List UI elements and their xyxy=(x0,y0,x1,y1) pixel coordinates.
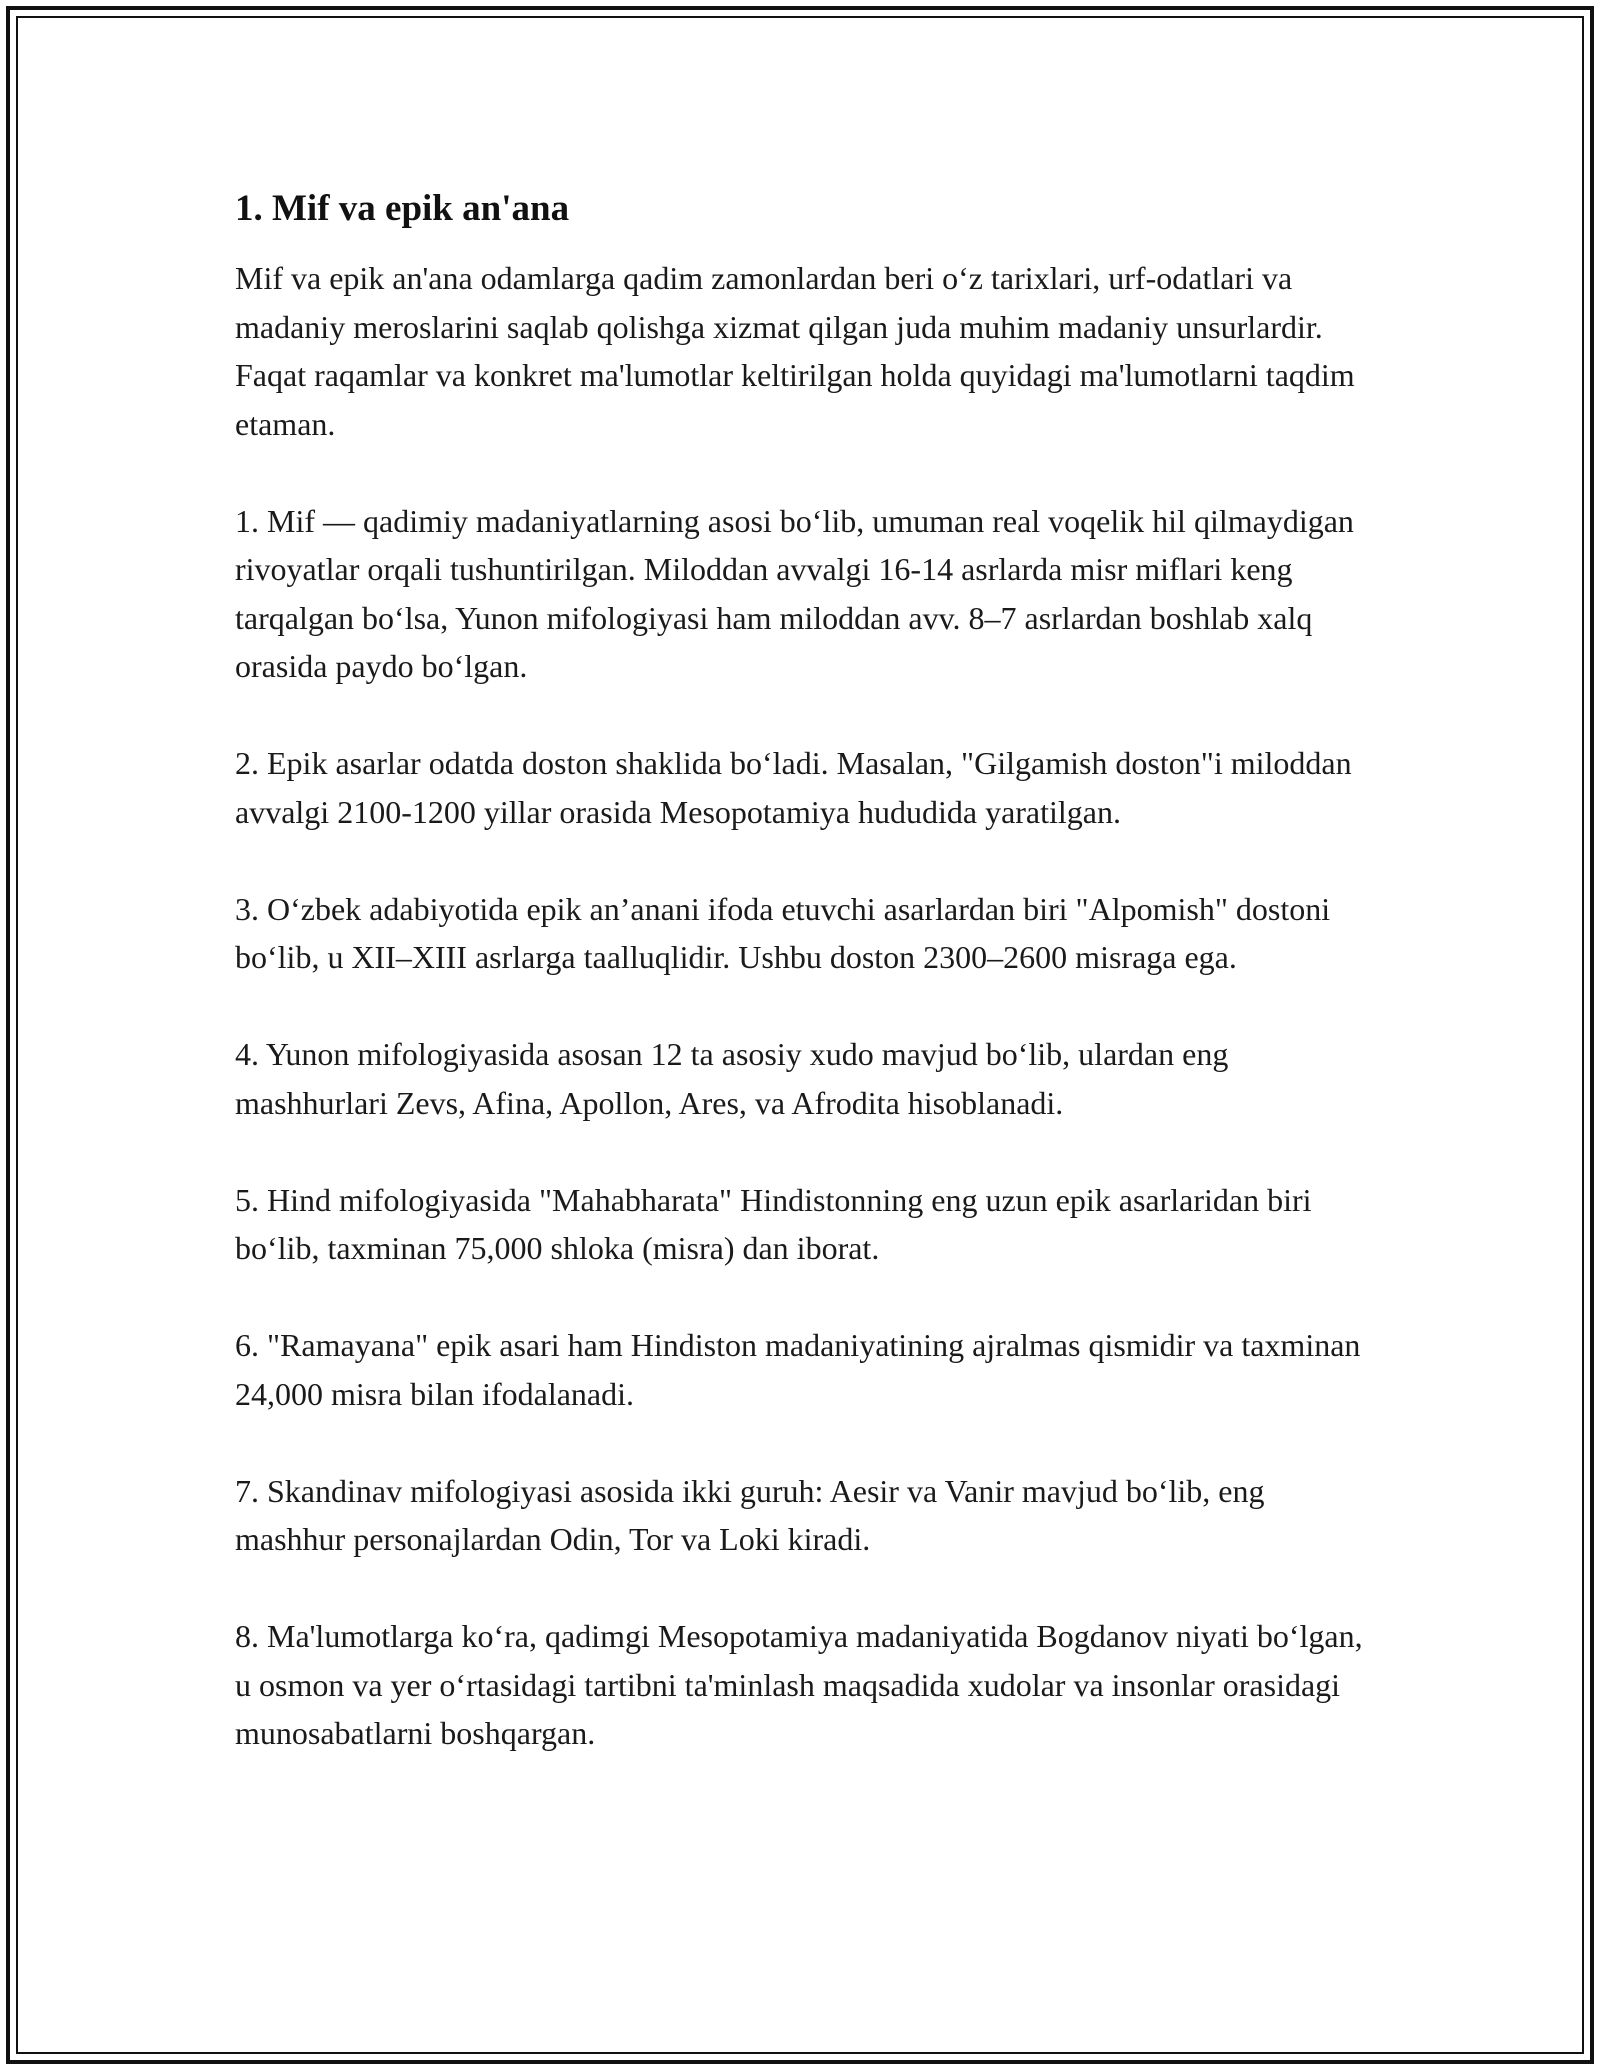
list-item: 7. Skandinav mifologiyasi asosida ikki guruh: Aesir va Vanir mavjud bo‘lib, eng mashhur personajlardan Odin, Tor va Loki kiradi. xyxy=(235,1472,1265,1557)
list-item: 4. Yunon mifologiyasida asosan 12 ta asosiy xudo mavjud bo‘lib, ulardan eng mashhurlari Zevs, Afina, Apollon, Ares, va Afrodita hisoblanadi. xyxy=(235,1036,1229,1121)
list-item: 5. Hind mifologiyasida "Mahabharata" Hindistonning eng uzun epik asarlaridan biri bo‘lib, taxminan 75,000 shloka (misra) dan iborat. xyxy=(235,1181,1312,1266)
list-item: 6. "Ramayana" epik asari ham Hindiston madaniyatining ajralmas qismidir va taxminan 24,000 misra bilan ifodalanadi. xyxy=(235,1327,1361,1412)
list-item: 1. Mif — qadimiy madaniyatlarning asosi bo‘lib, umuman real voqelik hil qilmaydigan rivoyatlar orqali tushuntirilgan. Miloddan avvalgi 16-14 asrlarda misr miflari keng tarqalgan bo‘lsa, Yunon mifologiyasi ham miloddan avv. 8–7 asrlardan boshlab xalq orasida paydo bo‘lgan. xyxy=(235,502,1354,684)
list-item: 3. O‘zbek adabiyotida epik an’anani ifoda etuvchi asarlardan biri "Alpomish" dostoni bo‘lib, u XII–XIII asrlarga taalluqlidir. Ushbu doston 2300–2600 misraga ega. xyxy=(235,890,1331,975)
intro-paragraph: Mif va epik an'ana odamlarga qadim zamonlardan beri o‘z tarixlari, urf-odatlari va madaniy meroslarini saqlab qolishga xizmat qilgan juda muhim madaniy unsurlardir. Faqat raqamlar va konkret ma'lumotlar keltirilgan holda quyidagi ma'lumotlarni taqdim etaman. xyxy=(235,260,1355,442)
document-body xyxy=(235,186,1370,1806)
list-item: 8. Ma'lumotlarga ko‘ra, qadimgi Mesopotamiya madaniyatida Bogdanov niyati bo‘lgan, u osmon va yer o‘rtasidagi tartibni ta'minlash maqsadida xudolar va insonlar orasidagi munosabatlarni boshqargan. xyxy=(235,1618,1363,1751)
list-item: 2. Epik asarlar odatda doston shaklida bo‘ladi. Masalan, "Gilgamish doston"i miloddan avvalgi 2100-1200 yillar orasida Mesopotamiya hududida yaratilgan. xyxy=(235,745,1352,830)
section-heading: 1. Mif va epik an'ana xyxy=(235,188,570,229)
